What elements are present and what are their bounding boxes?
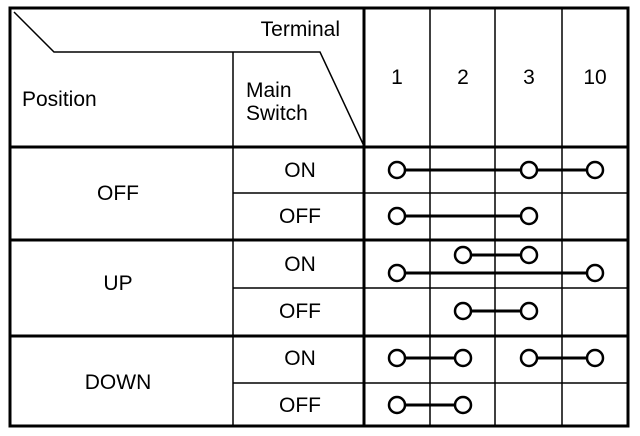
- terminal-node: [587, 265, 603, 281]
- terminal-node: [389, 265, 405, 281]
- terminal-label-2: 3: [523, 66, 535, 89]
- main-switch-header-line1: Main: [246, 79, 292, 102]
- terminal-node: [455, 303, 471, 319]
- position-labels: [85, 182, 152, 394]
- terminal-node: [455, 397, 471, 413]
- position-label: UP: [103, 272, 133, 295]
- terminal-node: [521, 247, 537, 263]
- terminal-labels: [391, 66, 607, 89]
- switch-state-label: OFF: [279, 394, 321, 417]
- terminal-node: [389, 397, 405, 413]
- switch-state-label: ON: [284, 253, 316, 276]
- terminal-node: [455, 247, 471, 263]
- terminal-node: [521, 208, 537, 224]
- terminal-node: [587, 162, 603, 178]
- terminal-label-3: 10: [583, 66, 607, 89]
- terminal-header: Terminal: [260, 18, 340, 41]
- terminal-node: [389, 208, 405, 224]
- terminal-node: [389, 162, 405, 178]
- terminal-node: [521, 162, 537, 178]
- terminal-node: [521, 350, 537, 366]
- switch-state-label: OFF: [279, 300, 321, 323]
- switch-state-label: ON: [284, 159, 316, 182]
- switch-state-label: OFF: [279, 205, 321, 228]
- switch-state-label: ON: [284, 347, 316, 370]
- main-switch-header-line2: Switch: [246, 102, 308, 125]
- terminal-node: [389, 350, 405, 366]
- position-label: OFF: [97, 182, 139, 205]
- position-label: DOWN: [84, 371, 152, 394]
- terminal-node: [587, 350, 603, 366]
- terminal-label-1: 2: [457, 66, 469, 89]
- terminal-node: [455, 350, 471, 366]
- position-header: Position: [22, 88, 97, 111]
- terminal-node: [521, 303, 537, 319]
- terminal-label-0: 1: [391, 66, 403, 89]
